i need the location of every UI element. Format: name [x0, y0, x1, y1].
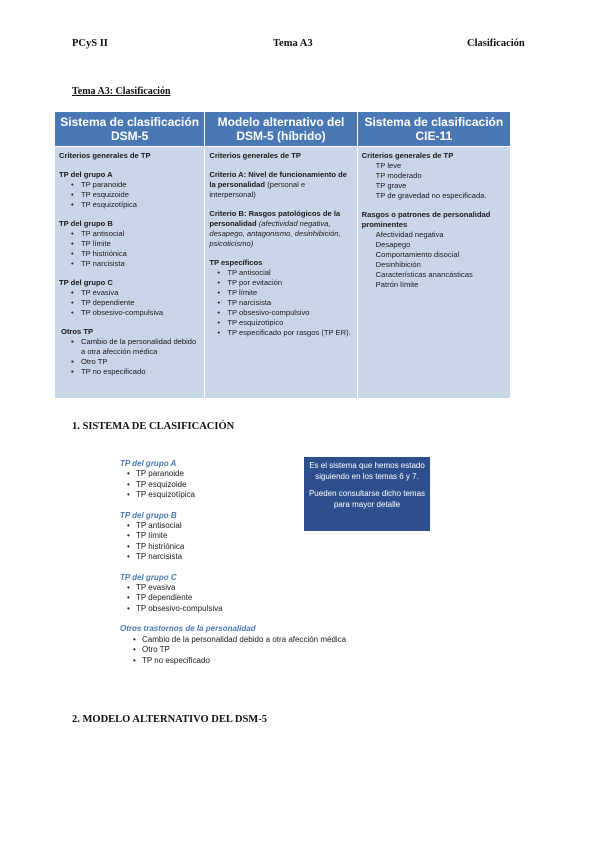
list-item: ▪ Cambio de la personalidad debido a otra afección médica: [81, 337, 200, 357]
list-item: • TP antisocial: [227, 268, 352, 278]
list-item: • TP no especificado: [142, 656, 380, 666]
list-item: • TP obsesivo-compulsiva: [81, 308, 200, 318]
other-tp-list: [59, 337, 200, 377]
list-item: • TP por evitación: [227, 278, 352, 288]
list-item: • Otro TP: [142, 645, 380, 655]
other-disorders-label: Otros trastornos de la personalidad: [120, 624, 256, 634]
list-item: • TP obsesivo-compulsiva: [136, 604, 380, 614]
header-section: Clasificación: [467, 38, 525, 49]
list-item: • TP límite: [136, 531, 380, 541]
group-b-label: TP del grupo B: [59, 219, 113, 228]
specific-tp-list: [209, 268, 352, 338]
header-topic: Tema A3: [273, 38, 313, 49]
info-note: Es el sistema que hemos estado siguiendo en los temas 6 y 7.: [309, 461, 425, 481]
list-item: TP leve: [375, 161, 402, 170]
list-item: • TP evasiva: [136, 583, 380, 593]
list-item: TP grave: [375, 181, 407, 190]
list-item: ▪ TP no especificado: [81, 367, 200, 377]
other-disorders-list: [120, 635, 380, 666]
section-2-heading: 2. MODELO ALTERNATIVO DEL DSM-5: [72, 714, 267, 725]
general-criteria: Criterios generales de TP: [59, 151, 151, 160]
list-item: • TP histriónica: [136, 542, 380, 552]
list-item: • TP límite: [81, 239, 200, 249]
group-c-label: TP del grupo C: [59, 278, 113, 287]
list-item: Patrón límite: [375, 280, 419, 289]
list-item: • TP paranoide: [81, 180, 200, 190]
specific-tp-label: TP específicos: [209, 258, 263, 267]
criterion-b: Criterio B: Rasgos patológicos de la personalidad (afectividad negativa, desapego, antagonismo, desinhibición, psicoticismo): [209, 209, 341, 248]
other-tp-label: Otros TP: [61, 327, 94, 336]
group-c-label: TP del grupo C: [120, 572, 177, 582]
list-item: • TP esquizotípica: [136, 490, 380, 500]
list-item: • TP narcisista: [81, 259, 200, 269]
list-item: • Cambio de la personalidad debido a otra afección médica: [142, 635, 380, 645]
list-item: • TP obsesivo-compulsivo: [227, 308, 352, 318]
table-column-dsm5: [55, 112, 204, 398]
list-item: • TP dependiente: [136, 593, 380, 603]
list-item: ▪ Otro TP: [81, 357, 200, 367]
list-item: • TP antisocial: [136, 521, 380, 531]
group-c-list: [59, 288, 200, 318]
group-b-label: TP del grupo B: [120, 510, 177, 520]
list-item: Comportamiento disocial: [375, 250, 460, 259]
group-c-list: [120, 583, 380, 614]
column-title: Sistema de clasificación CIE-11: [358, 112, 510, 147]
traits-label: Rasgos o patrones de personalidad prominentes: [361, 210, 491, 229]
list-item: • TP esquizoide: [81, 190, 200, 200]
list-item: Desinhibición: [375, 260, 421, 269]
table-column-alternative: [204, 112, 356, 398]
header-course: PCyS II: [72, 38, 108, 49]
general-criteria: Criterios generales de TP: [209, 151, 301, 160]
list-item: • TP antisocial: [81, 229, 200, 239]
list-item: • TP narcisista: [227, 298, 352, 308]
info-note: Pueden consultarse dicho temas para mayor detalle: [308, 489, 426, 509]
group-a-label: TP del grupo A: [120, 459, 177, 468]
table-column-cie11: [357, 112, 510, 398]
column-title: Sistema de clasificación DSM-5: [55, 112, 204, 147]
comparison-table: [55, 112, 510, 398]
section-1-heading: 1. SISTEMA DE CLASIFICACIÓN: [72, 421, 235, 432]
topic-title: Tema A3: Clasificación: [72, 86, 171, 97]
list-item: • TP esquizotípico: [227, 318, 352, 328]
column-title: Modelo alternativo del DSM-5 (híbrido): [205, 112, 356, 147]
list-item: • TP límite: [227, 288, 352, 298]
group-a-label: TP del grupo A: [59, 170, 113, 179]
list-item: • TP especificado por rasgos (TP ER).: [227, 328, 352, 338]
list-item: • TP paranoide: [136, 469, 380, 479]
criterion-a: Criterio A: Nivel de funcionamiento de la personalidad (personal e interpersonal): [209, 170, 348, 199]
list-item: Afectividad negativa: [375, 230, 444, 239]
list-item: Características anancásticas: [375, 270, 473, 279]
group-b-list: [59, 229, 200, 269]
list-item: • TP esquizotípica: [81, 200, 200, 210]
list-item: • TP evasiva: [81, 288, 200, 298]
list-item: TP moderado: [375, 171, 422, 180]
list-item: • TP narcisista: [136, 552, 380, 562]
general-criteria: Criterios generales de TP: [361, 151, 454, 160]
list-item: Desapego: [375, 240, 411, 249]
list-item: TP de gravedad no especificada.: [375, 191, 487, 200]
list-item: • TP dependiente: [81, 298, 200, 308]
list-item: • TP esquizoide: [136, 480, 380, 490]
traits-list: [362, 230, 506, 290]
list-item: • TP histriónica: [81, 249, 200, 259]
group-a-list: [59, 180, 200, 210]
info-box: [304, 457, 430, 531]
severity-list: [362, 161, 506, 201]
